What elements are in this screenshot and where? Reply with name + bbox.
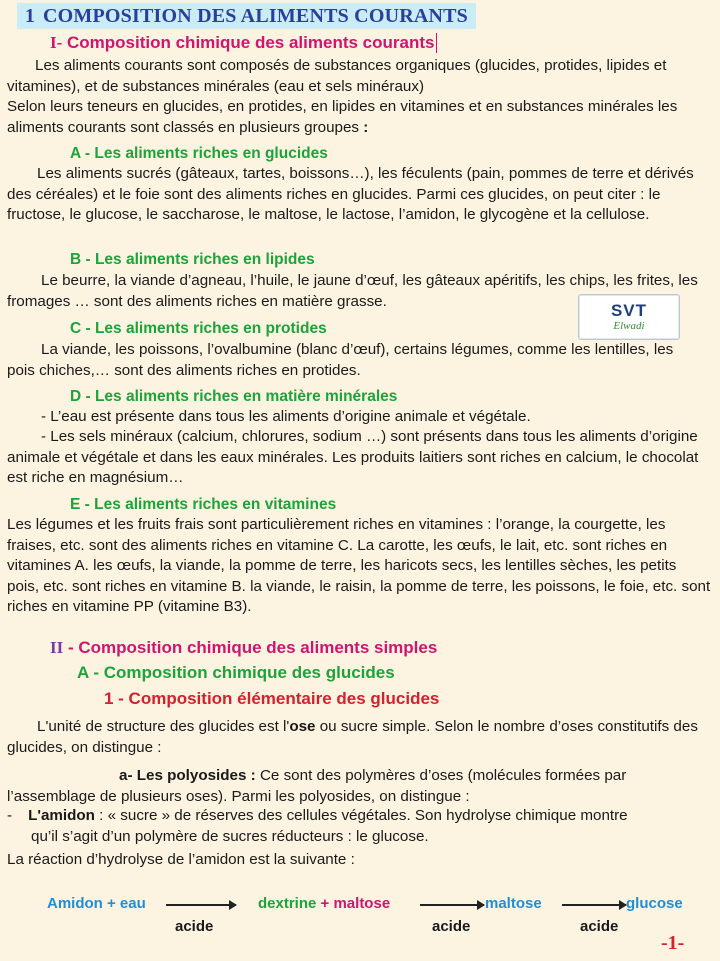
heading-C: C - Les aliments riches en protides	[70, 320, 327, 337]
poly-bold: a- Les polyosides :	[119, 767, 256, 784]
paragraph-C	[7, 340, 697, 381]
intro2-colon: :	[359, 118, 369, 136]
intro2-text: Selon leurs teneurs en glucides, en protides, en lipides en vitamines et en substances minérales les aliments courants sont classés en plusieurs groupes	[7, 98, 678, 136]
paragraph-amidon	[7, 806, 711, 827]
heading-E: E - Les aliments riches en vitamines	[70, 496, 337, 513]
paragraph-ose	[7, 717, 711, 758]
amidon-dash: -	[7, 807, 13, 824]
section2-heading-text: - Composition chimique des aliments simples	[63, 638, 438, 657]
ose-after: ou sucre simple. Selon le nombre d’oses constitutifs des glucides, on distingue :	[7, 718, 698, 756]
page-number: -1-	[661, 932, 685, 954]
paragraph-amidon-2	[7, 827, 711, 848]
paragraph-D1	[7, 407, 711, 428]
section1-heading	[50, 33, 437, 53]
heading-A: A - Les aliments riches en glucides	[70, 145, 328, 162]
B-text: Le beurre, la viande d’agneau, l’huile, le jaune d’œuf, les gâteaux apéritifs, les chips, les frites, les fromages … sont des aliments riches en matière grasse.	[7, 272, 698, 310]
C-text: La viande, les poissons, l’ovalbumine (blanc d’œuf), certains légumes, comme les lentilles, les pois chiches,… sont des aliments riches en protides.	[7, 341, 674, 379]
section2-sub1: 1 - Composition élémentaire des glucides	[104, 689, 440, 708]
reaction-acid-2: acide	[432, 918, 471, 935]
paragraph-polyosides	[7, 766, 711, 807]
reaction-arrow-1	[166, 904, 236, 906]
paragraph-E	[7, 515, 711, 618]
reaction-maltose: maltose	[485, 895, 542, 912]
reaction-acid-1: acide	[175, 918, 214, 935]
amidon-bold: L'amidon	[28, 807, 95, 824]
paragraph-A	[7, 164, 711, 226]
amidon-line2: qu’il s’agit d’un polymère de sucres réducteurs : le glucose.	[31, 828, 429, 845]
svt-logo	[578, 294, 680, 340]
E-text: Les légumes et les fruits frais sont particulièrement riches en vitamines : l’orange, la courgette, les fraises, etc. sont des aliments riches en vitamine C. La carotte, les œufs, le lait, etc. sont riches en vitamines A. les œufs, la viande, la pomme de terre, les haricots secs, les lentilles sèches, les petits pois, etc. sont riches en vitamine B. la viande, le raisin, la pomme de terre, les poissons, le foie, etc. sont riches en vitamine PP (vitamine B3).	[7, 516, 711, 615]
section1-intro2	[7, 97, 711, 138]
intro1-text: Les aliments courants sont composés de substances organiques (glucides, protides, lipides et vitamines), et de substances minérales (eau et sels minéraux)	[7, 57, 667, 95]
heading-B: B - Les aliments riches en lipides	[70, 251, 315, 268]
mid-dextrine: dextrine	[258, 895, 317, 912]
section2-heading	[50, 638, 437, 658]
main-title	[17, 3, 476, 29]
mid-plus: +	[316, 895, 334, 912]
D-line1: - L’eau est présente dans tous les aliments d’origine animale et végétale.	[41, 408, 531, 425]
A-text: Les aliments sucrés (gâteaux, tartes, boissons…), les féculents (pain, pommes de terre et dérivés des céréales) et le foie sont des aliments riches en glucides. Parmi ces glucides, on peut citer : le fructose, le glucose, le saccharose, le maltose, le lactose, l’amidon, le glycogène et la cellulose.	[7, 165, 694, 223]
section1-heading-text: Composition chimique des aliments courants	[62, 33, 435, 52]
title-number: 1	[24, 4, 36, 27]
reaction-left: Amidon + eau	[47, 895, 146, 912]
paragraph-reaction-intro: La réaction d’hydrolyse de l’amidon est la suivante :	[7, 851, 355, 868]
D-line2: - Les sels minéraux (calcium, chlorures, sodium …) sont présents dans tous les aliments d’origine animale et végétale et dans les eaux minérales. Les produits laitiers sont riches en calcium, le chocolat est riche en magnésium…	[7, 428, 699, 486]
paragraph-D2	[7, 427, 711, 489]
ose-bold: ose	[289, 718, 316, 735]
logo-elwadi: Elwadi	[613, 320, 645, 332]
reaction-middle	[258, 895, 390, 912]
section2-subA: A - Composition chimique des glucides	[77, 663, 395, 682]
reaction-glucose: glucose	[626, 895, 683, 912]
ose-before: L'unité de structure des glucides est l'	[37, 718, 290, 735]
mid-maltose: maltose	[333, 895, 391, 912]
reaction-arrow-2	[420, 904, 484, 906]
title-text: COMPOSITION DES ALIMENTS COURANTS	[43, 4, 469, 27]
reaction-acid-3: acide	[580, 918, 619, 935]
logo-svt: SVT	[610, 301, 648, 320]
amidon-text: : « sucre » de réserves des cellules végétales. Son hydrolyse chimique montre	[94, 807, 628, 824]
section1-intro1	[7, 56, 711, 97]
poly-text: Ce sont des polymères d’oses (molécules formées par l’assemblage de plusieurs oses). Parmi les polyosides, on distingue :	[7, 767, 627, 805]
section2-roman: II	[50, 638, 64, 657]
reaction-arrow-3	[562, 904, 626, 906]
heading-D: D - Les aliments riches en matière minérales	[70, 388, 398, 405]
section1-roman: I-	[50, 33, 63, 52]
